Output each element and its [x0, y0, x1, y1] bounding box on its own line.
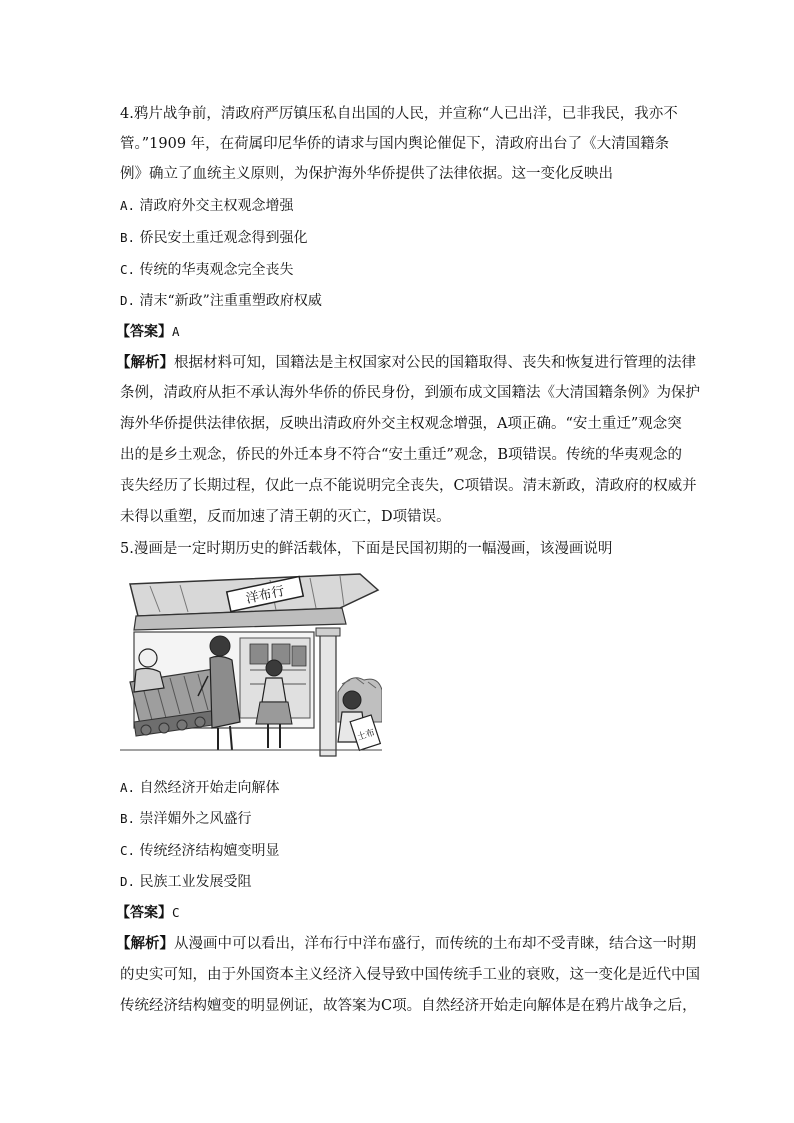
q5-answer — [116, 903, 180, 923]
cartoon-drawing — [120, 572, 382, 760]
option-text: 崇洋媚外之风盛行 — [139, 811, 252, 827]
q5-analysis-line-3: 传统经济结构嬗变的明显例证，故答案为C项。自然经济开始走向解体是在鸦片战争之后， — [120, 998, 697, 1014]
analysis-text: 从漫画中可以看出，洋布行中洋布盛行，而传统的土布却不受青睐，结合这一时期 — [174, 936, 696, 952]
option-label: B. — [120, 230, 136, 245]
option-text: 清政府外交主权观念增强 — [139, 198, 294, 214]
option-label: C. — [120, 262, 136, 277]
option-text: 民族工业发展受阻 — [139, 874, 252, 890]
q4-stem-line-1: 4.鸦片战争前，清政府严厉镇压私自出国的人民，并宣称“人已出洋，已非我民，我亦不 — [120, 106, 678, 122]
q4-analysis-line-2: 条例，清政府从拒不承认海外华侨的侨民身份，到颁布成文国籍法《大清国籍条例》为保护 — [120, 385, 700, 401]
analysis-tag: 【解析】 — [116, 935, 174, 952]
q4-analysis-line-6: 未得以重塑，反而加速了清王朝的灭亡，D项错误。 — [120, 509, 451, 525]
q5-stem: 5.漫画是一定时期历史的鲜活载体，下面是民国初期的一幅漫画，该漫画说明 — [120, 541, 613, 557]
analysis-text: 根据材料可知，国籍法是主权国家对公民的国籍取得、丧失和恢复进行管理的法律 — [174, 355, 696, 371]
analysis-tag: 【解析】 — [116, 354, 174, 371]
cartoon-illustration — [120, 572, 382, 760]
answer-value: C — [172, 905, 180, 920]
shop-sign-text: 洋布行 — [244, 584, 286, 607]
q5-analysis-line-2: 的史实可知，由于外国资本主义经济入侵导致中国传统手工业的衰败，这一变化是近代中国 — [120, 967, 700, 983]
option-label: A. — [120, 780, 136, 795]
q4-answer — [116, 322, 180, 342]
option-label: B. — [120, 811, 136, 826]
q4-option-d — [120, 291, 322, 311]
q5-option-a — [120, 778, 280, 798]
q4-option-b — [120, 228, 308, 248]
q4-analysis-line-5: 丧失经历了长期过程，仅此一点不能说明完全丧失，C项错误。清末新政，清政府的权威并 — [120, 478, 697, 494]
option-text: 自然经济开始走向解体 — [139, 780, 280, 796]
option-label: C. — [120, 843, 136, 858]
answer-tag: 【答案】 — [116, 324, 172, 340]
option-text: 清末“新政”注重重塑政府权威 — [139, 293, 322, 309]
q5-option-d — [120, 872, 252, 892]
option-label: D. — [120, 293, 136, 308]
q4-stem-line-2: 管。”1909 年，在荷属印尼华侨的请求与国内舆论催促下，清政府出台了《大清国籍条 — [120, 136, 670, 152]
option-label: A. — [120, 198, 136, 213]
q5-option-b — [120, 809, 252, 829]
q5-option-c — [120, 841, 280, 861]
option-label: D. — [120, 874, 136, 889]
q4-analysis-line-3: 海外华侨提供法律依据，反映出清政府外交主权观念增强，A项正确。“安土重迁”观念突 — [120, 416, 682, 432]
q4-analysis-line-4: 出的是乡土观念，侨民的外迁本身不符合“安土重迁”观念，B项错误。传统的华夷观念的 — [120, 447, 682, 463]
q4-option-a — [120, 196, 294, 216]
option-text: 侨民安土重迁观念得到强化 — [139, 230, 308, 246]
q4-option-c — [120, 260, 294, 280]
cloth-bag-text: 土布 — [356, 727, 377, 744]
q4-analysis-line-1 — [116, 353, 696, 373]
option-text: 传统经济结构嬗变明显 — [139, 843, 280, 859]
option-text: 传统的华夷观念完全丧失 — [139, 262, 294, 278]
answer-value: A — [172, 324, 180, 339]
answer-tag: 【答案】 — [116, 905, 172, 921]
q5-analysis-line-1 — [116, 934, 696, 954]
q4-stem-line-3: 例》确立了血统主义原则，为保护海外华侨提供了法律依据。这一变化反映出 — [120, 166, 613, 182]
